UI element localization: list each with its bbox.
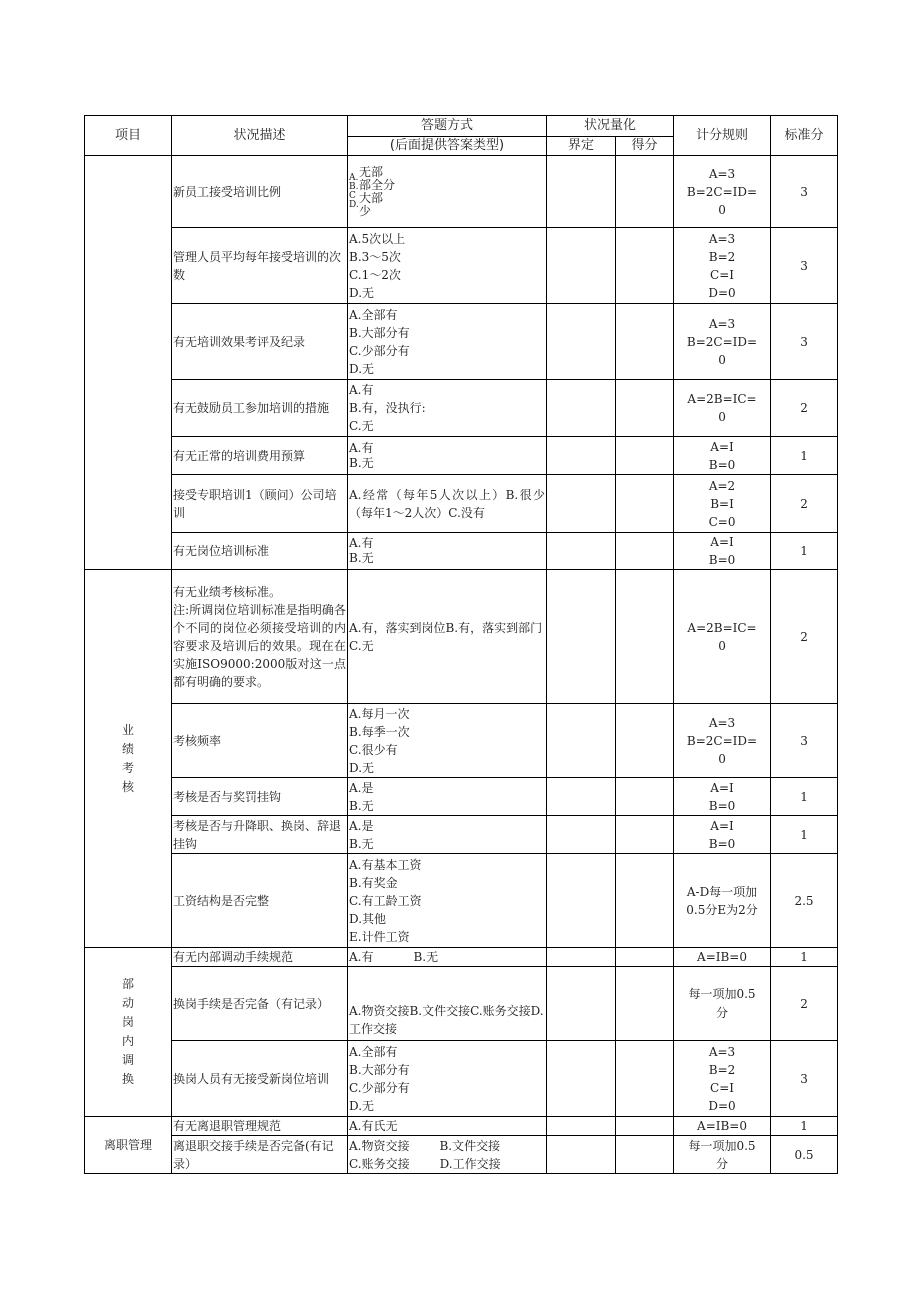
- scoring-rule: A-D每一项加 0.5分E为2分: [674, 854, 771, 948]
- row-description: 有无离退职管理规范: [172, 1117, 348, 1136]
- row-options: A.经常（每年5人次以上）B.很少（每年1～2人次）C.没有: [348, 475, 547, 533]
- standard-score: 3: [771, 156, 838, 228]
- table-row: [85, 156, 838, 228]
- header-scoring-rule: 计分规则: [674, 116, 771, 156]
- score-cell[interactable]: [616, 1136, 674, 1174]
- scoring-rule: A=3 B=2 C=I D=0: [674, 228, 771, 304]
- scoring-rule: A=3 B=2C=ID= 0: [674, 304, 771, 380]
- standard-score: 2.5: [771, 854, 838, 948]
- section-transfer: 部动岗内调换: [85, 948, 172, 1117]
- row-options: A.有 B.有，没执行: C.无: [348, 380, 547, 437]
- define-cell[interactable]: [547, 533, 616, 570]
- define-cell[interactable]: [547, 475, 616, 533]
- scoring-rule: 每一项加0.5 分: [674, 1136, 771, 1174]
- define-cell[interactable]: [547, 437, 616, 475]
- standard-score: 3: [771, 1041, 838, 1117]
- define-cell[interactable]: [547, 156, 616, 228]
- row-options: A.有，落实到岗位B.有，落实到部门C.无: [348, 570, 547, 704]
- score-cell[interactable]: [616, 816, 674, 854]
- standard-score: 2: [771, 570, 838, 704]
- row-options: A.是 B.无: [348, 778, 547, 816]
- score-cell[interactable]: [616, 854, 674, 948]
- row-description: 考核是否与奖罚挂钩: [172, 778, 348, 816]
- score-cell[interactable]: [616, 778, 674, 816]
- table-row: [85, 475, 838, 533]
- define-cell[interactable]: [547, 304, 616, 380]
- row-options: A.全部有 B.大部分有 C.少部分有 D.无: [348, 1041, 547, 1117]
- row-options: A.有 B.无: [348, 437, 547, 475]
- define-cell[interactable]: [547, 948, 616, 967]
- table-row: [85, 704, 838, 778]
- scoring-rule: A=3 B=2C=ID= 0: [674, 156, 771, 228]
- table-row: [85, 437, 838, 475]
- standard-score: 3: [771, 704, 838, 778]
- table-row: [85, 380, 838, 437]
- standard-score: 1: [771, 1117, 838, 1136]
- row-description: 考核是否与升降职、换岗、辞退挂钩: [172, 816, 348, 854]
- table-row: [85, 778, 838, 816]
- row-options: A.有氏无: [348, 1117, 547, 1136]
- scoring-rule: A=I B=0: [674, 533, 771, 570]
- define-cell[interactable]: [547, 816, 616, 854]
- evaluation-table: [84, 115, 838, 1174]
- score-cell[interactable]: [616, 1041, 674, 1117]
- row-description: 换岗手续是否完备（有记录）: [172, 967, 348, 1041]
- header-answer-method: 答题方式: [348, 116, 547, 137]
- table-row: [85, 570, 838, 704]
- table-row: [85, 1136, 838, 1174]
- score-cell[interactable]: [616, 570, 674, 704]
- score-cell[interactable]: [616, 704, 674, 778]
- score-cell[interactable]: [616, 156, 674, 228]
- row-options: A.有基本工资 B.有奖金 C.有工龄工资 D.其他 E.计件工资: [348, 854, 547, 948]
- section-training: [85, 156, 172, 570]
- table-row: [85, 228, 838, 304]
- row-description: 有无鼓励员工参加培训的措施: [172, 380, 348, 437]
- row-description: 考核频率: [172, 704, 348, 778]
- define-cell[interactable]: [547, 380, 616, 437]
- define-cell[interactable]: [547, 967, 616, 1041]
- row-options: A.物资交接 B.文件交接 C.账务交接 D.工作交接: [348, 1136, 547, 1174]
- header-define: 界定: [547, 137, 616, 156]
- row-description: 工资结构是否完整: [172, 854, 348, 948]
- define-cell[interactable]: [547, 1136, 616, 1174]
- row-description: 有无岗位培训标准: [172, 533, 348, 570]
- section-performance: 业绩考核: [85, 570, 172, 948]
- scoring-rule: 每一项加0.5 分: [674, 967, 771, 1041]
- standard-score: 0.5: [771, 1136, 838, 1174]
- row-options: A.全部有 B.大部分有 C.少部分有 D.无: [348, 304, 547, 380]
- table-row: [85, 816, 838, 854]
- table-row: [85, 967, 838, 1041]
- row-description: 换岗人员有无接受新岗位培训: [172, 1041, 348, 1117]
- score-cell[interactable]: [616, 475, 674, 533]
- score-cell[interactable]: [616, 1117, 674, 1136]
- scoring-rule: A=3 B=2 C=I D=0: [674, 1041, 771, 1117]
- standard-score: 1: [771, 778, 838, 816]
- row-description: 有无培训效果考评及纪录: [172, 304, 348, 380]
- header-item: 项目: [85, 116, 172, 156]
- scoring-rule: A=3 B=2C=ID= 0: [674, 704, 771, 778]
- row-options: A.有 B.无: [348, 533, 547, 570]
- scoring-rule: A=I B=0: [674, 437, 771, 475]
- row-description: 管理人员平均每年接受培训的次数: [172, 228, 348, 304]
- header-description: 状况描述: [172, 116, 348, 156]
- define-cell[interactable]: [547, 1117, 616, 1136]
- row-description: 有无正常的培训费用预算: [172, 437, 348, 475]
- score-cell[interactable]: [616, 380, 674, 437]
- define-cell[interactable]: [547, 570, 616, 704]
- score-cell[interactable]: [616, 533, 674, 570]
- define-cell[interactable]: [547, 854, 616, 948]
- scoring-rule: A=I B=0: [674, 816, 771, 854]
- scoring-rule: A=I B=0: [674, 778, 771, 816]
- row-description: 离退职交接手续是否完备(有记录）: [172, 1136, 348, 1174]
- row-description: 接受专职培训1（顾问）公司培训: [172, 475, 348, 533]
- standard-score: 1: [771, 437, 838, 475]
- row-options: A.B.CD. 无部 部全分 大部 少: [348, 156, 547, 228]
- row-description: 有无内部调动手续规范: [172, 948, 348, 967]
- standard-score: 3: [771, 228, 838, 304]
- define-cell[interactable]: [547, 778, 616, 816]
- section-resign: 离职管理: [85, 1117, 172, 1174]
- table-row: [85, 304, 838, 380]
- header-standard-score: 标准分: [771, 116, 838, 156]
- standard-score: 1: [771, 948, 838, 967]
- standard-score: 1: [771, 533, 838, 570]
- row-options: A.每月一次 B.每季一次 C.很少有 D.无: [348, 704, 547, 778]
- row-options: A.物资交接B.文件交接C.账务交接D.工作交接: [348, 967, 547, 1041]
- scoring-rule: A=IB=0: [674, 948, 771, 967]
- scoring-rule: A=2B=IC= 0: [674, 380, 771, 437]
- table-row: [85, 1117, 838, 1136]
- standard-score: 2: [771, 380, 838, 437]
- score-cell[interactable]: [616, 304, 674, 380]
- standard-score: 3: [771, 304, 838, 380]
- define-cell[interactable]: [547, 704, 616, 778]
- row-options: A.是 B.无: [348, 816, 547, 854]
- define-cell[interactable]: [547, 1041, 616, 1117]
- score-cell[interactable]: [616, 437, 674, 475]
- table-row: [85, 1041, 838, 1117]
- define-cell[interactable]: [547, 228, 616, 304]
- header-score: 得分: [616, 137, 674, 156]
- scoring-rule: A=IB=0: [674, 1117, 771, 1136]
- standard-score: 2: [771, 967, 838, 1041]
- score-cell[interactable]: [616, 948, 674, 967]
- row-options: A.有 B.无: [348, 948, 547, 967]
- row-options: A.5次以上 B.3～5次 C.1～2次 D.无: [348, 228, 547, 304]
- table-row: [85, 533, 838, 570]
- score-cell[interactable]: [616, 228, 674, 304]
- header-quantify: 状况量化: [547, 116, 674, 137]
- header-answer-method-sub: (后面提供答案类型): [348, 137, 547, 156]
- standard-score: 2: [771, 475, 838, 533]
- table-row: [85, 948, 838, 967]
- row-description: 新员工接受培训比例: [172, 156, 348, 228]
- table-row: [85, 854, 838, 948]
- scoring-rule: A=2 B=I C=0: [674, 475, 771, 533]
- row-description: 有无业绩考核标准。 注:所调岗位培训标准是指明确各个不同的岗位必须接受培训的内容要求及培训后的效果。现在在实施ISO9000:2000版对这一点都有明确的要求。: [172, 570, 348, 704]
- standard-score: 1: [771, 816, 838, 854]
- score-cell[interactable]: [616, 967, 674, 1041]
- scoring-rule: A=2B=IC= 0: [674, 570, 771, 704]
